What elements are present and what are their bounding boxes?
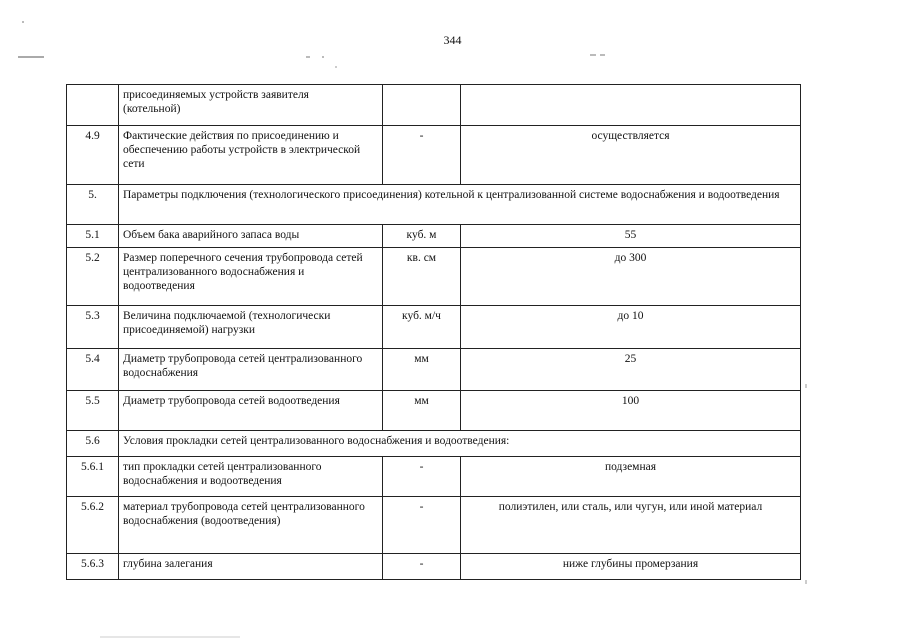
- row-number: 5.1: [67, 225, 119, 248]
- row-value: [461, 85, 801, 126]
- table-row: [67, 349, 801, 391]
- table-row: [67, 391, 801, 431]
- row-value: ниже глубины промерзания: [461, 554, 801, 580]
- row-unit: мм: [383, 349, 461, 391]
- table-row: [67, 554, 801, 580]
- table-row: [67, 306, 801, 349]
- row-number: 4.9: [67, 126, 119, 185]
- row-unit: -: [383, 457, 461, 497]
- row-number: 5.5: [67, 391, 119, 431]
- row-description: [119, 85, 383, 126]
- row-unit: мм: [383, 391, 461, 431]
- row-value: 55: [461, 225, 801, 248]
- row-unit: -: [383, 126, 461, 185]
- page-number: 344: [443, 33, 462, 47]
- row-number: 5.3: [67, 306, 119, 349]
- row-unit: -: [383, 554, 461, 580]
- table-row: [67, 497, 801, 554]
- row-unit: куб. м/ч: [383, 306, 461, 349]
- row-value: подземная: [461, 457, 801, 497]
- row-number: 5.6.2: [67, 497, 119, 554]
- row-description-line: присоединяемых устройств заявителя: [123, 89, 309, 101]
- row-number: 5.6: [67, 431, 119, 457]
- table-row: [67, 126, 801, 185]
- row-value: полиэтилен, или сталь, или чугун, или иной материал: [461, 497, 801, 554]
- row-description: Объем бака аварийного запаса воды: [119, 225, 383, 248]
- row-value: до 300: [461, 248, 801, 306]
- row-description: Диаметр трубопровода сетей централизованного водоснабжения: [119, 349, 383, 391]
- section-row: [67, 185, 801, 225]
- row-unit: [383, 85, 461, 126]
- row-description: тип прокладки сетей централизованного водоснабжения и водоотведения: [119, 457, 383, 497]
- section-row: [67, 431, 801, 457]
- row-description: Размер поперечного сечения трубопровода сетей централизованного водоснабжения и водоотведения: [119, 248, 383, 306]
- row-number: [67, 85, 119, 126]
- row-description-line: (котельной): [123, 103, 181, 115]
- row-description: Диаметр трубопровода сетей водоотведения: [119, 391, 383, 431]
- row-value: 100: [461, 391, 801, 431]
- row-description: глубина залегания: [119, 554, 383, 580]
- row-description: Фактические действия по присоединению и обеспечению работы устройств в электрической сети: [119, 126, 383, 185]
- row-unit: кв. см: [383, 248, 461, 306]
- row-number: 5.4: [67, 349, 119, 391]
- table-row: [67, 85, 801, 126]
- table-row: [67, 248, 801, 306]
- row-value: до 10: [461, 306, 801, 349]
- section-title: Условия прокладки сетей централизованного водоснабжения и водоотведения:: [119, 431, 801, 457]
- table-row: [67, 225, 801, 248]
- row-value: осуществляется: [461, 126, 801, 185]
- row-value: 25: [461, 349, 801, 391]
- row-description: Величина подключаемой (технологически присоединяемой) нагрузки: [119, 306, 383, 349]
- row-number: 5.: [67, 185, 119, 225]
- table-row: [67, 457, 801, 497]
- row-description: материал трубопровода сетей централизованного водоснабжения (водоотведения): [119, 497, 383, 554]
- row-unit: куб. м: [383, 225, 461, 248]
- section-title: Параметры подключения (технологического присоединения) котельной к централизованной системе водоснабжения и водоотведения: [119, 185, 801, 225]
- row-number: 5.6.1: [67, 457, 119, 497]
- row-unit: -: [383, 497, 461, 554]
- row-number: 5.6.3: [67, 554, 119, 580]
- parameters-table: [66, 84, 801, 580]
- row-number: 5.2: [67, 248, 119, 306]
